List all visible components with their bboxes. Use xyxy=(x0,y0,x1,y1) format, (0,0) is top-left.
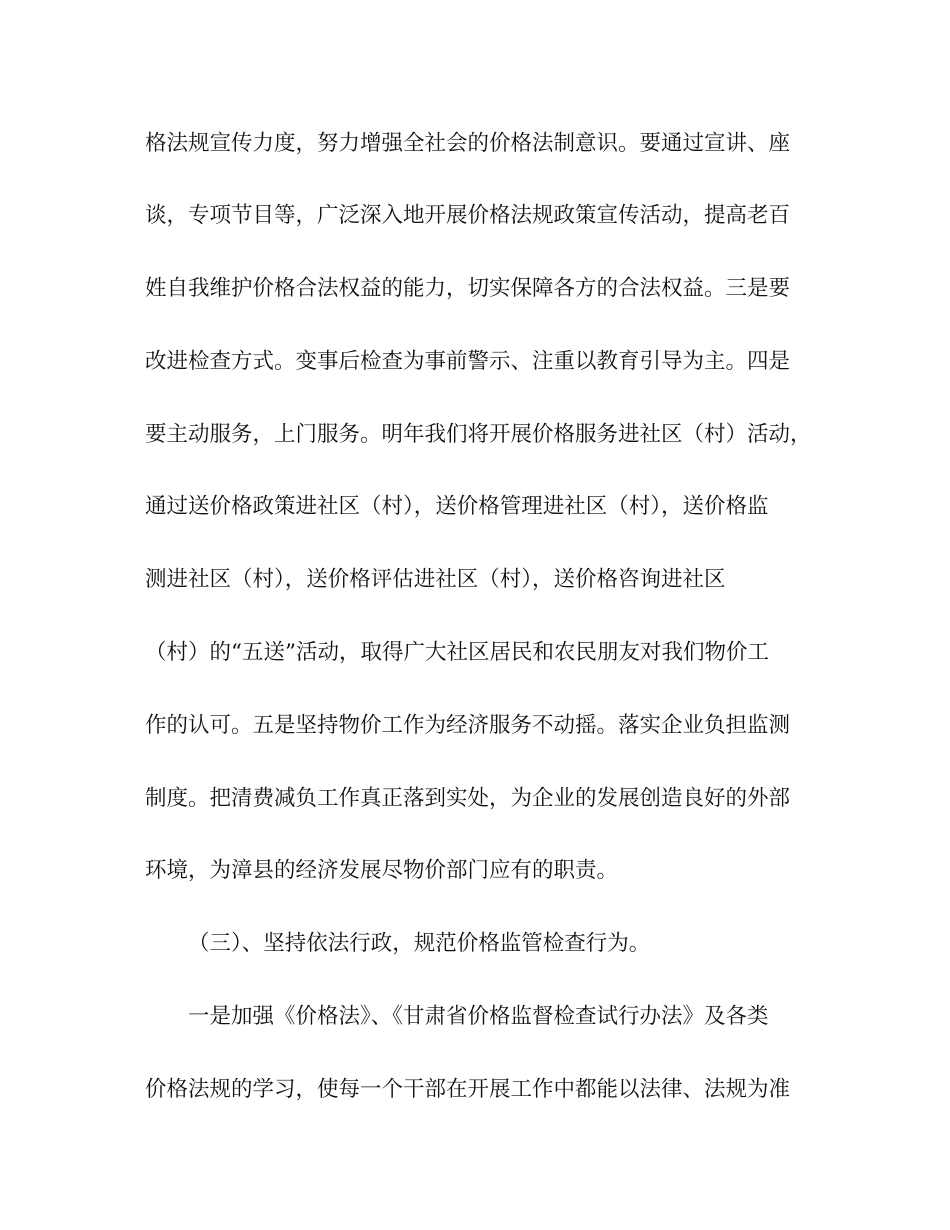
paragraph-line: 环境，为漳县的经济发展尽物价部门应有的职责。 xyxy=(145,858,619,883)
paragraph-line: 姓自我维护价格合法权益的能力，切实保障各方的合法权益。三是要 xyxy=(145,276,791,301)
paragraph-line: 测进社区（村），送价格评估进社区（村），送价格咨询进社区 xyxy=(145,567,726,592)
paragraph-line: 制度。把清费减负工作真正落到实处，为企业的发展创造良好的外部 xyxy=(145,786,791,811)
paragraph-line: 一是加强《价格法》、《甘肃省价格监督检查试行办法》及各类 xyxy=(188,1004,769,1029)
paragraph-line: 通过送价格政策进社区（村），送价格管理进社区（村），送价格监 xyxy=(145,494,769,519)
paragraph-line: 要主动服务，上门服务。明年我们将开展价格服务进社区（村）活动， xyxy=(145,422,812,447)
paragraph-line: 格法规宣传力度，努力增强全社会的价格法制意识。要通过宣讲、座 xyxy=(145,131,791,156)
paragraph-line: 改进检查方式。变事后检查为事前警示、注重以教育引导为主。四是 xyxy=(145,349,791,374)
paragraph-line: 谈，专项节目等，广泛深入地开展价格法规政策宣传活动，提高老百 xyxy=(145,203,791,228)
paragraph-line: 价格法规的学习，使每一个干部在开展工作中都能以法律、法规为准 xyxy=(145,1077,791,1102)
paragraph-line: 作的认可。五是坚持物价工作为经济服务不动摇。落实企业负担监测 xyxy=(145,713,791,738)
paragraph-line: （村）的“五送”活动，取得广大社区居民和农民朋友对我们物价工 xyxy=(145,640,769,665)
section-heading: （三）、坚持依法行政，规范价格监管检查行为。 xyxy=(188,931,651,956)
